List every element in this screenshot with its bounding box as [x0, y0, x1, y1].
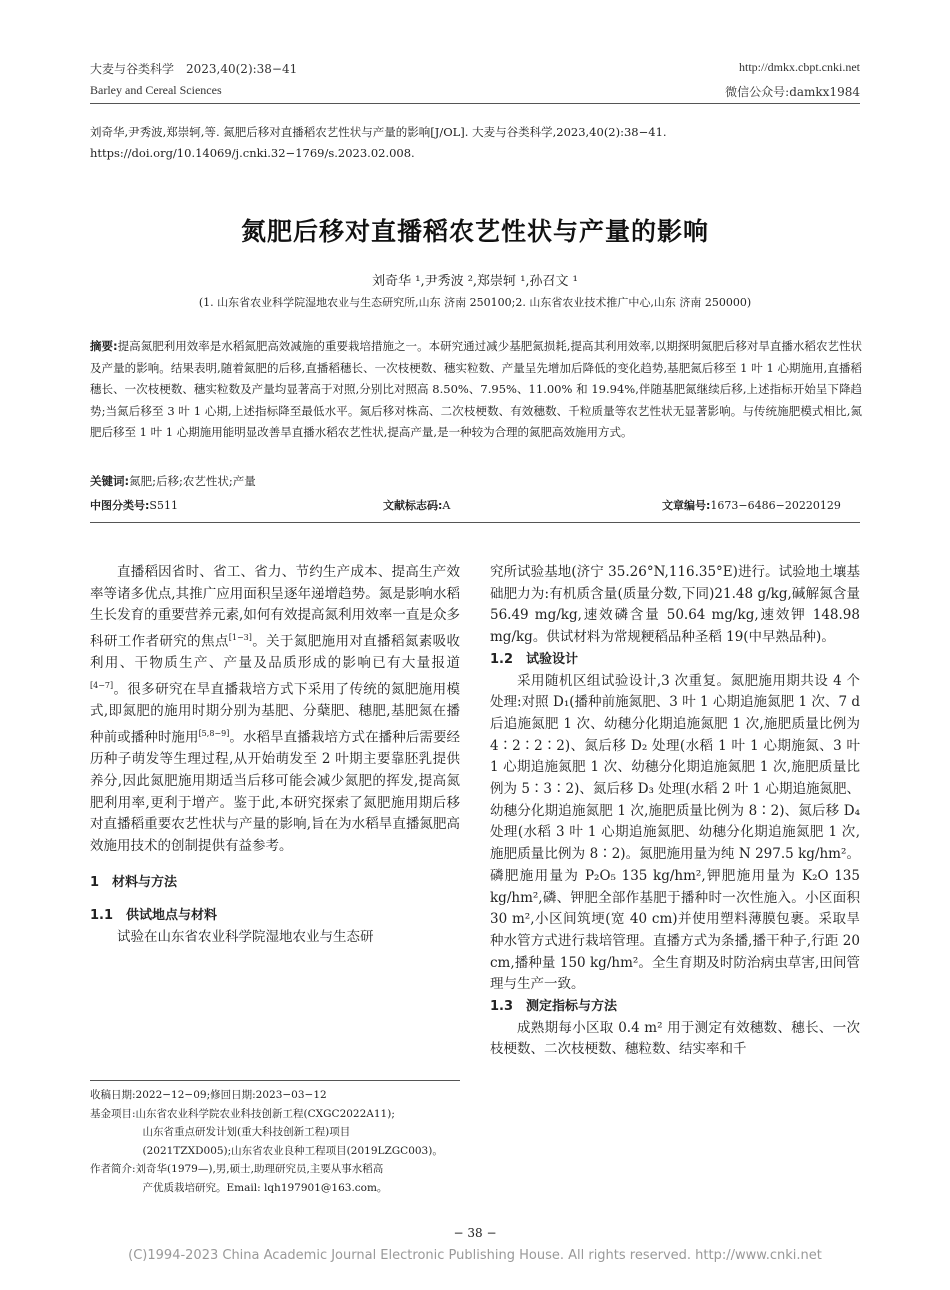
abstract-text: 提高氮肥利用效率是水稻氮肥高效减施的重要栽培措施之一。本研究通过减少基肥氮损耗,提高其利用效率,以期探明氮肥后移对旱直播水稻农艺性状及产量的影响。结果表明,随着氮肥的后移,直播稻穗长、一次枝梗数、穗实粒数、产量呈先增加后降低的变化趋势,基肥氮后移至 1 叶 1 心期施用,直播稻穗长、一次枝梗数、穗实粒数及产量均显著高于对照,分别比对照高 8.50%、7.95%、11.00% 和 19.94%,伴随基肥氮继续后移,上述指标开始呈下降趋势;当氮后移至 3 叶 1 心期,上述指标降至最低水平。氮后移对株高、二次枝梗数、有效穗数、千粒质量等农艺性状无显著影响。与传统施肥模式相比,氮肥后移至 1 叶 1 心期施用能明显改善旱直播水稻农艺性状,提高产量,是一种较为合理的氮肥高效施用方式。 [90, 339, 862, 439]
keywords [90, 473, 256, 489]
footnotes [90, 1086, 460, 1197]
intro-text-a: 直播稻因省时、省工、省力、节约生产成本、提高生产效率等诸多优点,其推广应用面积呈逐年递增趋势。氮是影响水稻生长发育的重要营养元素,如何有效提高氮利用效率一直是众多科研工作者研究的焦点 [90, 564, 460, 650]
doc-code-text: A [442, 499, 451, 512]
wechat-account: 微信公众号:damkx1984 [725, 85, 860, 99]
section-1-heading: 1 材料与方法 [90, 874, 178, 890]
ref-3[interactable]: [5,8−9] [198, 728, 230, 738]
journal-title-cn: 大麦与谷类科学 2023,40(2):38−41 [90, 62, 298, 76]
intro-text-d: 。水稻旱直播栽培方式在播种后需要经历种子萌发等生理过程,从开始萌发至 2 叶期主要靠胚乳提供养分,因此氮肥施用期适当后移可能会减少氮肥的挥发,提高氮肥利用率,更利于增产。鉴于此,本研究探索了氮肥施用期后移对直播稻重要农艺性状与产量的影响,旨在为水稻旱直播氮肥高效施用技术的创制提供有益参考。 [90, 729, 461, 854]
ref-2[interactable]: [4−7] [90, 681, 114, 691]
section-1-2-text: 采用随机区组试验设计,3 次重复。氮肥施用期共设 4 个处理:对照 D₁(播种前施氮肥、3 叶 1 心期追施氮肥 1 次、7 d 后追施氮肥 1 次、幼穗分化期追施氮肥 1 次,施肥质量比例为 4∶2∶2∶2)、氮后移 D₂ 处理(水稻 1 叶 1 心期施氮、3 叶 1 心期追施氮肥 1 次、幼穗分化期追施氮肥 1 次,施肥质量比例为 5∶3∶2)、氮后移 D₃ 处理(水稻 2 叶 1 心期追施氮肥、幼穗分化期追施氮肥 1 次,施肥质量比例为 8∶2)、氮后移 D₄ 处理(水稻 3 叶 1 心期追施氮肥、幼穗分化期追施氮肥 1 次,施肥质量比例为 8∶2)。氮肥施用量为纯 N 297.5 kg/hm²。磷肥施用量为 P₂O₅ 135 kg/hm²,钾肥施用量为 K₂O 135 kg/hm²,磷、钾肥全部作基肥于播种时一次性施入。小区面积 30 m²,小区间筑埂(宽 40 cm)并使用塑料薄膜包裹。采取旱种水管方式进行栽培管理。直播方式为条播,播干种子,行距 20 cm,播种量 150 kg/hm²。全生育期及时防治病虫草害,田间管理与生产一致。 [490, 672, 860, 993]
journal-url[interactable]: http://dmkx.cbpt.cnki.net [739, 60, 860, 74]
section-1-1-continued: 究所试验基地(济宁 35.26°N,116.35°E)进行。试验地土壤基础肥力为:有机质含量(质量分数,下同)21.48 g/kg,碱解氮含量 56.49 mg/kg,速效磷含量 50.64 mg/kg,速效钾 148.98 mg/kg。供试材料为常规粳稻品种圣稻 19(中早熟品种)。 [490, 564, 860, 646]
fund-line-2: 山东省重点研发计划(重大科技创新工程)项目 [142, 1126, 351, 1138]
journal-title-en: Barley and Cereal Sciences [90, 83, 222, 97]
author-bio-label: 作者简介: [90, 1163, 136, 1175]
fund-line-1: 山东省农业科学院农业科技创新工程(CXGC2022A11); [135, 1107, 395, 1120]
classification [90, 497, 178, 513]
intro-paragraph [90, 562, 460, 858]
article-no-text: 1673−6486−20220129 [710, 499, 841, 512]
paper-title: 氮肥后移对直播稻农艺性状与产量的影响 [240, 217, 709, 246]
classification-label: 中图分类号: [90, 499, 150, 512]
article-no-label: 文章编号: [662, 499, 711, 512]
fund-label: 基金项目: [90, 1107, 136, 1120]
section-1-1-heading: 1.1 供试地点与材料 [90, 908, 218, 924]
received-date: 收稿日期:2022−12−09;修回日期:2023−03−12 [90, 1089, 327, 1101]
abstract [90, 336, 862, 444]
doc-code-label: 文献标志码: [383, 499, 443, 512]
affiliations: (1. 山东省农业科学院湿地农业与生态研究所,山东 济南 250100;2. 山东省农业技术推广中心,山东 济南 250000) [198, 296, 752, 309]
section-1-3-text: 成熟期每小区取 0.4 m² 用于测定有效穗数、穗长、一次枝梗数、二次枝梗数、穗粒数、结实率和千 [490, 1019, 860, 1058]
authors: 刘奇华 ¹,尹秀波 ²,郑崇轲 ¹,孙召文 ¹ [372, 274, 578, 289]
keywords-text: 氮肥;后移;农艺性状;产量 [129, 474, 256, 488]
intro-text-b: 。关于氮肥施用对直播稻氮素吸收利用、干物质生产、产量及品质形成的影响已有大量报道 [90, 633, 460, 672]
fund-line-3: (2021TZXD005);山东省农业良种工程项目(2019LZGC003)。 [142, 1144, 443, 1157]
author-bio-line-2: 产优质栽培研究。Email: lqh197901@163.com。 [142, 1181, 388, 1194]
citation: 刘奇华,尹秀波,郑崇轲,等. 氮肥后移对直播稻农艺性状与产量的影响[J/OL]. 大麦与谷类科学,2023,40(2):38−41. https://doi.org/10.14069/j.cnki.32−1769/s.2023.02.008. [90, 125, 667, 160]
copyright-watermark: (C)1994-2023 China Academic Journal Electronic Publishing House. All rights reserved. http://www.cnki.net [128, 1248, 822, 1263]
article-number [662, 497, 841, 513]
section-1-2-heading: 1.2 试验设计 [490, 651, 579, 667]
intro-text-c: 。很多研究在旱直播栽培方式下采用了传统的氮肥施用模式,即氮肥的施用时期分别为基肥、分蘖肥、穗肥,基肥氮在播种前或播种时施用 [90, 681, 460, 746]
footnote-rule [90, 1080, 460, 1081]
keywords-label: 关键词: [90, 474, 130, 488]
header-rule [90, 103, 860, 104]
abstract-label: 摘要: [90, 339, 118, 353]
right-column [490, 562, 860, 1061]
section-1-3-heading: 1.3 测定指标与方法 [490, 999, 618, 1015]
author-bio-line-1: 刘奇华(1979—),男,硕士,助理研究员,主要从事水稻高 [135, 1163, 384, 1175]
classification-text: S511 [149, 499, 178, 512]
ref-1[interactable]: [1−3] [228, 633, 252, 643]
section-1-1-text: 试验在山东省农业科学院湿地农业与生态研 [117, 929, 374, 946]
left-column [90, 562, 460, 949]
page-number: − 38 − [453, 1226, 497, 1240]
abstract-rule [90, 522, 860, 523]
document-code [383, 497, 450, 513]
